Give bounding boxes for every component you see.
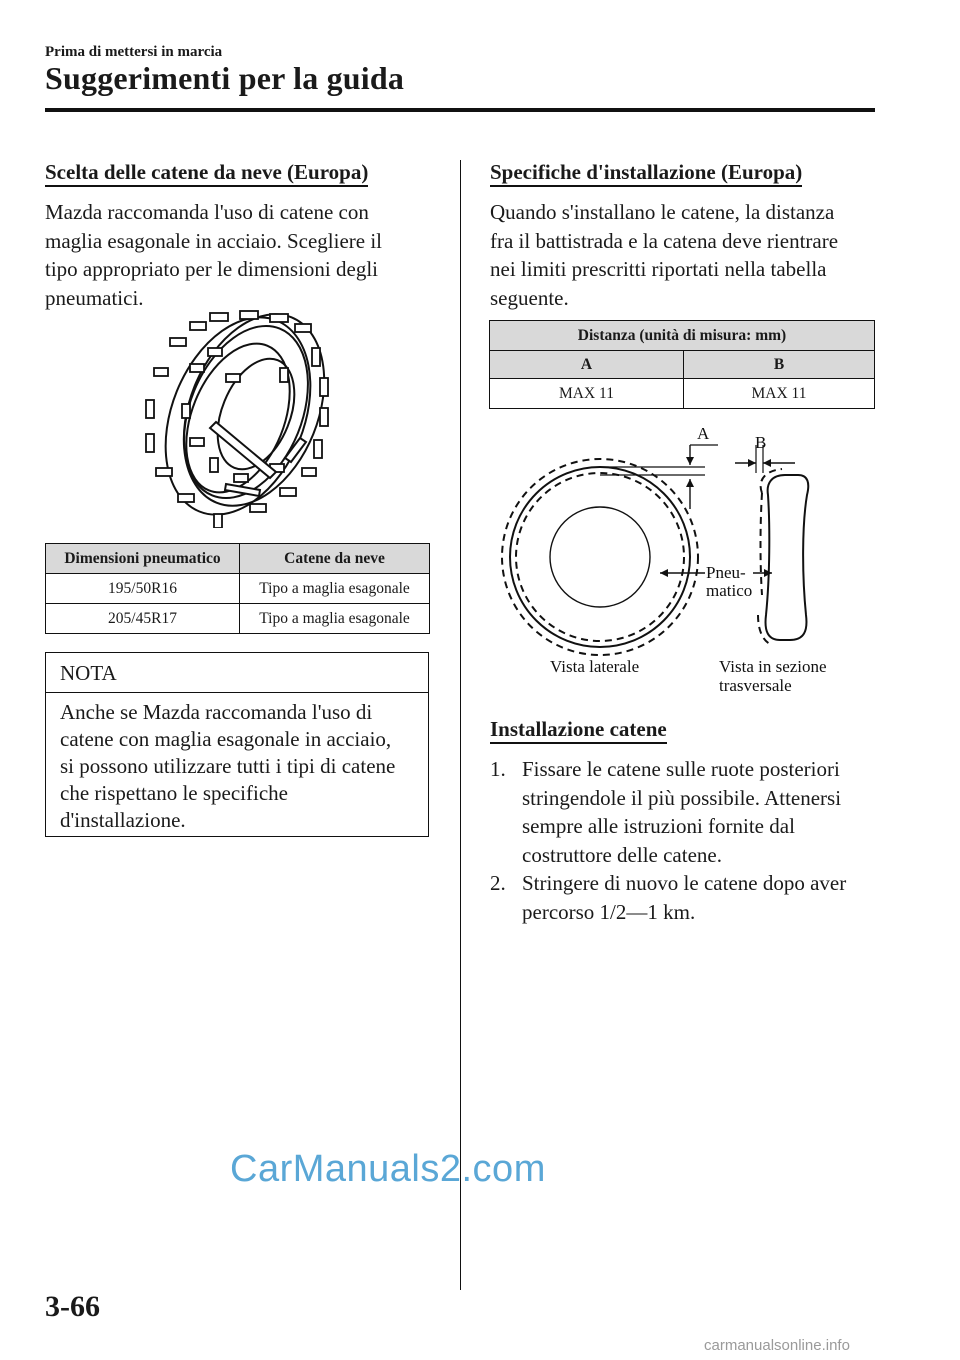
- nota-line: d'installazione.: [60, 808, 186, 832]
- nota-line: che rispettano le specifiche: [60, 781, 288, 805]
- table-cell: MAX 11: [490, 379, 684, 409]
- table-cell: 205/45R17: [46, 604, 240, 634]
- step-line: costruttore delle catene.: [522, 842, 722, 867]
- footer-site: carmanualsonline.info: [704, 1337, 850, 1354]
- page-number: 3-66: [45, 1290, 100, 1323]
- snow-chain-illustration: [130, 308, 345, 528]
- intro-line: nei limiti prescritti riportati nella tabella: [490, 257, 827, 281]
- table-header: A: [490, 351, 684, 379]
- side-view-caption: Vista laterale: [550, 657, 640, 676]
- nota-line: si possono utilizzare tutti i tipi di catene: [60, 754, 396, 778]
- table-header: Dimensioni pneumatico: [46, 544, 240, 574]
- step-line: Fissare le catene sulle ruote posteriori: [522, 757, 840, 781]
- snow-chains-heading: Scelta delle catene da neve (Europa): [45, 160, 368, 187]
- section-label: Prima di mettersi in marcia: [45, 44, 223, 60]
- nota-line: Anche se Mazda raccomanda l'uso di: [60, 700, 373, 724]
- intro-line: Quando s'installano le catene, la distanza: [490, 200, 835, 224]
- table-header: Catene da neve: [240, 544, 430, 574]
- title-rule: [45, 108, 875, 112]
- distance-table: [489, 320, 875, 409]
- table-row: [490, 379, 875, 409]
- step-number: 2.: [490, 871, 506, 895]
- snow-chains-intro: [45, 198, 445, 312]
- table-cell: 195/50R16: [46, 574, 240, 604]
- tire-label: matico: [706, 581, 753, 600]
- intro-line: fra il battistrada e la catena deve rientrare: [490, 228, 839, 253]
- column-divider: [460, 160, 461, 1290]
- intro-line: seguente.: [490, 285, 569, 310]
- install-steps: [490, 755, 880, 926]
- intro-line: pneumatici.: [45, 285, 144, 310]
- label-b: B: [755, 433, 767, 452]
- intro-line: maglia esagonale in acciaio. Scegliere il: [45, 228, 383, 253]
- table-row: [46, 574, 430, 604]
- step-line: Stringere di nuovo le catene dopo aver: [522, 871, 847, 895]
- page-title: Suggerimenti per la guida: [45, 60, 405, 96]
- table-cell: Tipo a maglia esagonale: [240, 604, 430, 634]
- cross-section-caption: trasversale: [719, 676, 792, 695]
- step-number: 1.: [490, 757, 506, 781]
- step-line: sempre alle istruzioni fornite dal: [522, 814, 795, 838]
- table-row: [46, 604, 430, 634]
- step-line: stringendole il più possibile. Attenersi: [522, 785, 842, 810]
- installation-specs-intro: [490, 198, 880, 312]
- tire-label: Pneu-: [706, 563, 746, 582]
- table-cell: MAX 11: [684, 379, 875, 409]
- list-item: [490, 755, 880, 869]
- nota-line: catene con maglia esagonale in acciaio,: [60, 727, 392, 751]
- list-item: [490, 869, 880, 926]
- watermark-logo: CarManuals2.com: [230, 1148, 546, 1190]
- table-title: Distanza (unità di misura: mm): [490, 321, 875, 351]
- intro-line: Mazda raccomanda l'uso di catene con: [45, 200, 369, 224]
- nota-divider: [46, 692, 428, 693]
- install-chains-heading: Installazione catene: [490, 717, 667, 744]
- table-cell: Tipo a maglia esagonale: [240, 574, 430, 604]
- installation-specs-heading: Specifiche d'installazione (Europa): [490, 160, 802, 187]
- step-line: percorso 1/2―1 km.: [522, 899, 696, 924]
- cross-section-caption: Vista in sezione: [719, 657, 827, 676]
- nota-body: [60, 699, 425, 834]
- intro-line: tipo appropriato per le dimensioni degli: [45, 257, 379, 281]
- tire-chain-table: [45, 543, 430, 634]
- table-header: B: [684, 351, 875, 379]
- chain-clearance-diagram: [500, 415, 880, 705]
- label-a: A: [697, 424, 710, 443]
- nota-box: [45, 652, 429, 837]
- nota-title: NOTA: [60, 661, 117, 685]
